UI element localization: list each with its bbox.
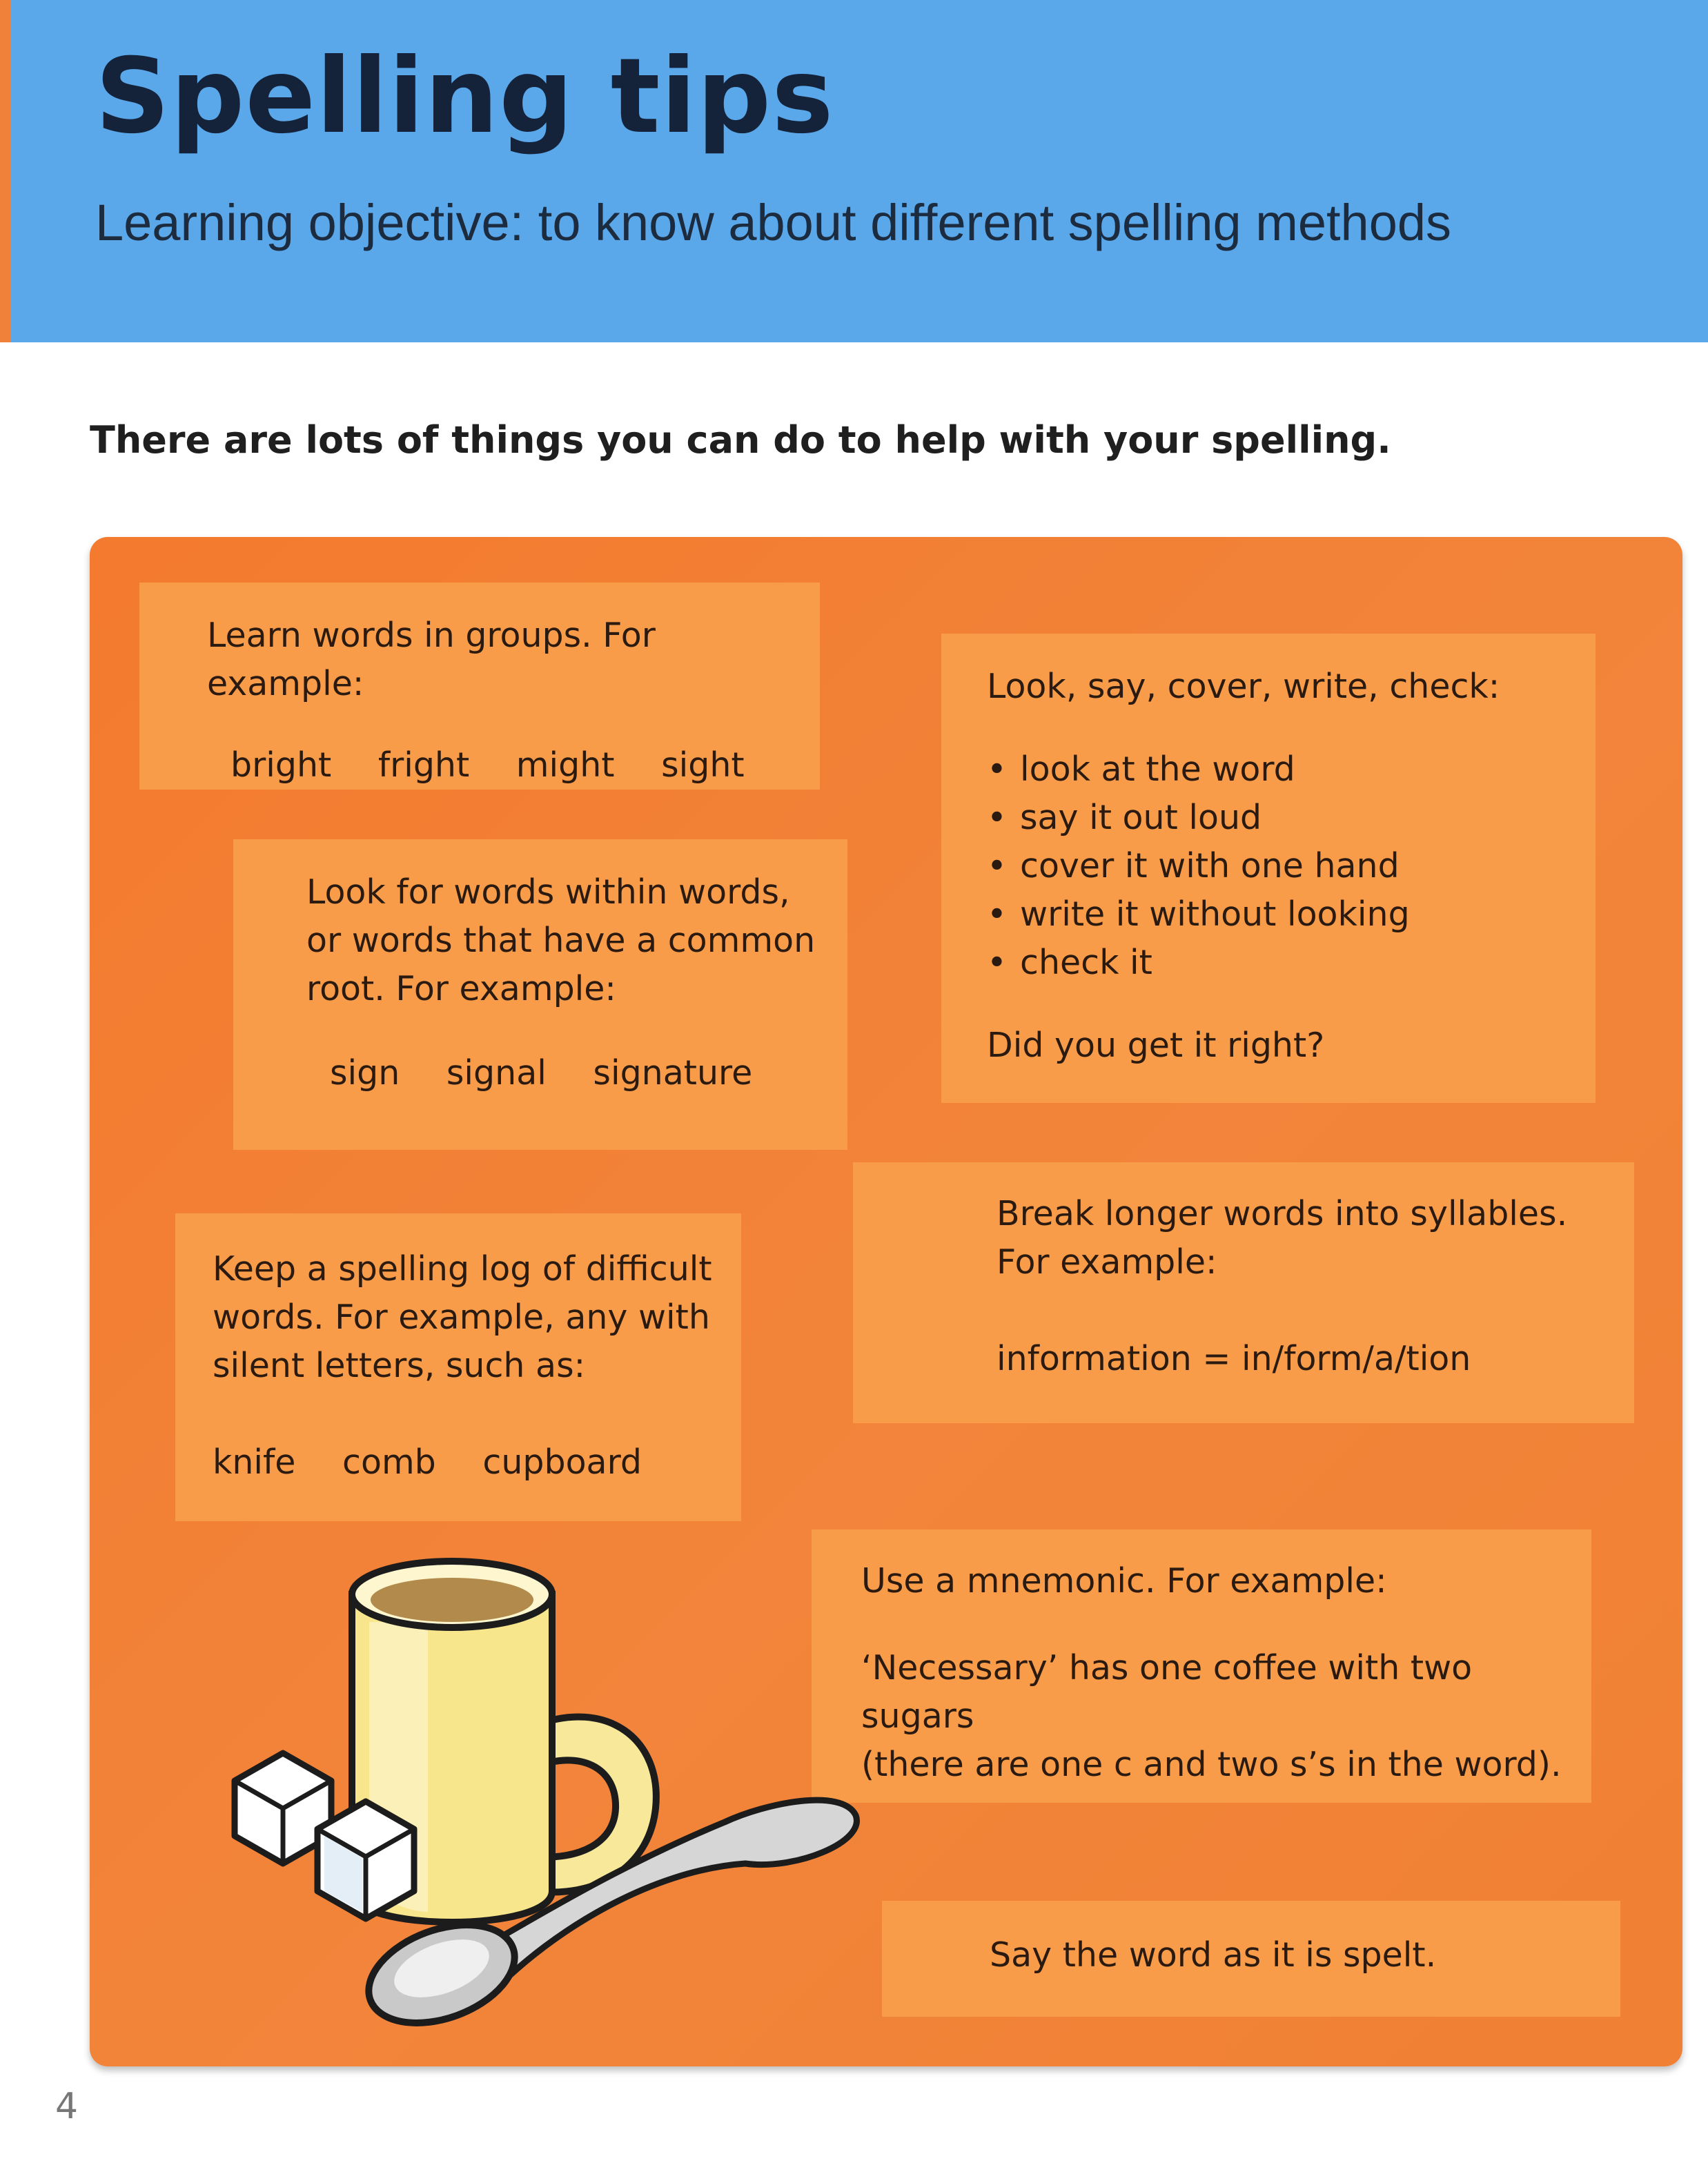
tip-say-word-text: Say the word as it is spelt. [990,1935,1437,1975]
example-word: fright [377,745,470,785]
tip-syllables-example: information = in/form/a/tion [997,1339,1471,1378]
tip-groups-heading: Learn words in groups. For example: [207,616,656,703]
example-word: comb [342,1443,436,1482]
tip-log-words [213,1438,741,1487]
example-word: cupboard [482,1443,642,1482]
tip-card-mnemonic [812,1529,1591,1803]
step-item: • cover it with one hand [987,842,1596,890]
tip-log-line: words. For example, any with [213,1298,710,1337]
step-item: • say it out loud [987,794,1596,842]
tip-groups-words [207,741,820,790]
step-item: • write it without looking [987,890,1596,939]
tip-card-look-say-cover [941,634,1596,1103]
tip-within-words [306,1049,847,1097]
tip-look-say-heading: Look, say, cover, write, check: [987,667,1500,706]
tip-card-syllables [853,1162,1634,1423]
coffee-surface [371,1578,533,1622]
tip-within-line: or words that have a common [306,921,816,960]
tip-look-say-closing: Did you get it right? [987,1026,1325,1065]
tip-mnemonic-heading: Use a mnemonic. For example: [861,1561,1387,1601]
page-title: Spelling tips [95,37,834,157]
tip-card-say-word [882,1901,1620,2017]
tip-syllables-line: Break longer words into syllables. [997,1194,1568,1233]
tip-mnemonic-line: ‘Necessary’ has one coffee with two sugars [861,1648,1473,1736]
tip-within-line: root. For example: [306,969,616,1008]
example-word: sign [330,1053,400,1093]
tip-card-spelling-log [175,1213,741,1521]
step-item: • look at the word [987,745,1596,794]
coffee-mug-illustration [221,1546,870,2043]
tip-card-within-words [233,839,847,1150]
sugar-cube [317,1801,414,1919]
page-number: 4 [55,2086,79,2127]
header-accent-strip [0,0,11,342]
intro-text: There are lots of things you can do to help with your spelling. [90,418,1391,462]
tip-within-line: Look for words within words, [306,872,790,912]
example-word: signal [446,1053,547,1093]
tip-card-groups [139,583,820,790]
tip-log-line: Keep a spelling log of difficult [213,1249,712,1289]
tip-mnemonic-line: (there are one c and two s’s in the word). [861,1745,1562,1784]
tip-syllables-line: For example: [997,1242,1217,1282]
example-word: bright [230,745,332,785]
example-word: might [516,745,615,785]
learning-objective: Learning objective: to know about different spelling methods [95,194,1452,251]
tip-log-line: silent letters, such as: [213,1346,586,1385]
example-word: signature [593,1053,753,1093]
step-item: • check it [987,939,1596,987]
tip-look-say-steps [987,745,1596,987]
header-band [0,0,1708,342]
example-word: knife [213,1443,296,1482]
example-word: sight [661,745,745,785]
